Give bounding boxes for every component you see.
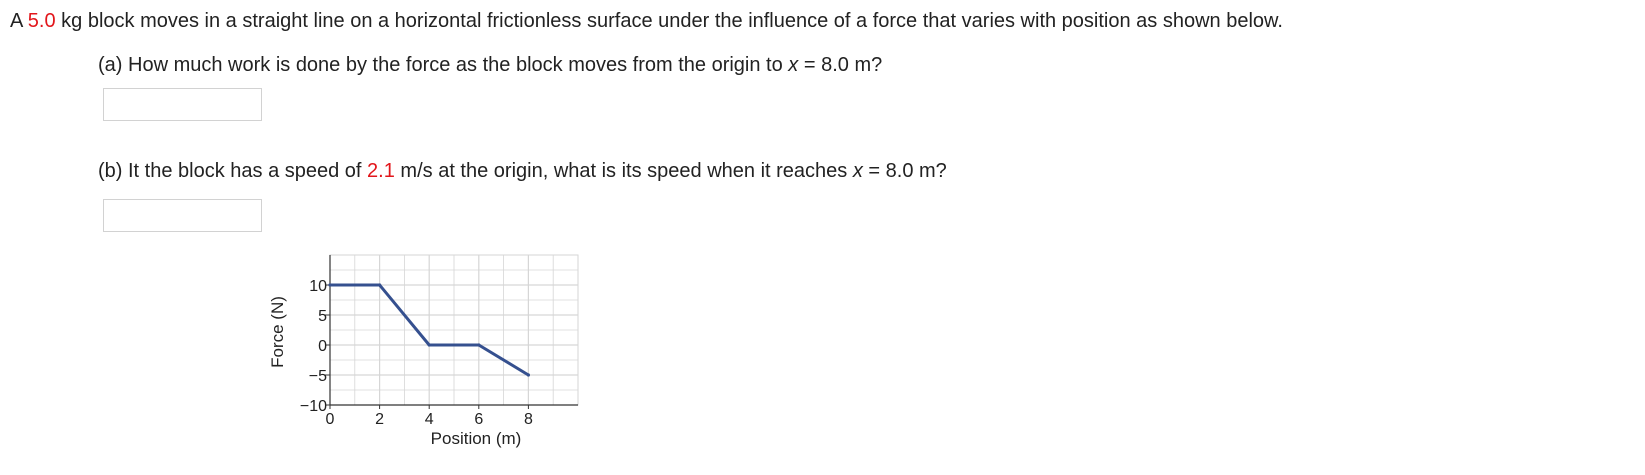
speed-value: 2.1 bbox=[367, 160, 395, 182]
x-axis-label: Position (m) bbox=[430, 429, 522, 448]
question-a-target: = 8.0 m? bbox=[798, 54, 883, 76]
data-point bbox=[328, 283, 331, 286]
answer-b-input[interactable] bbox=[103, 199, 262, 232]
mass-value: 5.0 bbox=[27, 10, 56, 32]
question-a-variable: x bbox=[788, 54, 799, 76]
question-a-text: (a) How much work is done by the force as the block moves from the origin to bbox=[98, 54, 789, 76]
x-tick-label: 2 bbox=[375, 411, 385, 428]
data-point bbox=[428, 343, 431, 346]
y-tick-label: −5 bbox=[308, 368, 327, 385]
y-axis-label: Force (N) bbox=[268, 296, 287, 368]
y-tick-label: 0 bbox=[318, 338, 327, 355]
question-b-text-mid: m/s at the origin, what is its speed when it reaches bbox=[394, 160, 853, 182]
x-tick-label: 8 bbox=[523, 411, 533, 428]
question-b-text: (b) It the block has a speed of bbox=[98, 160, 368, 182]
question-b-target: = 8.0 m? bbox=[862, 160, 947, 182]
data-point bbox=[477, 343, 480, 346]
question-a bbox=[98, 52, 882, 78]
y-tick-label: 5 bbox=[318, 308, 327, 325]
question-b-variable: x bbox=[852, 160, 863, 182]
force-position-chart bbox=[270, 255, 610, 460]
y-tick-label: −10 bbox=[299, 398, 327, 415]
y-tick-label: 10 bbox=[309, 278, 327, 295]
answer-a-input[interactable] bbox=[103, 88, 262, 121]
x-tick-label: 0 bbox=[325, 411, 335, 428]
data-point bbox=[378, 283, 381, 286]
x-tick-label: 6 bbox=[474, 411, 484, 428]
question-b bbox=[98, 158, 947, 184]
intro-text-start: A bbox=[10, 10, 28, 32]
problem-statement bbox=[10, 8, 1283, 34]
intro-text-end: kg block moves in a straight line on a horizontal frictionless surface under the influence of a force that varies with position as shown below. bbox=[55, 10, 1283, 32]
data-point bbox=[527, 373, 530, 376]
x-tick-label: 4 bbox=[424, 411, 434, 428]
